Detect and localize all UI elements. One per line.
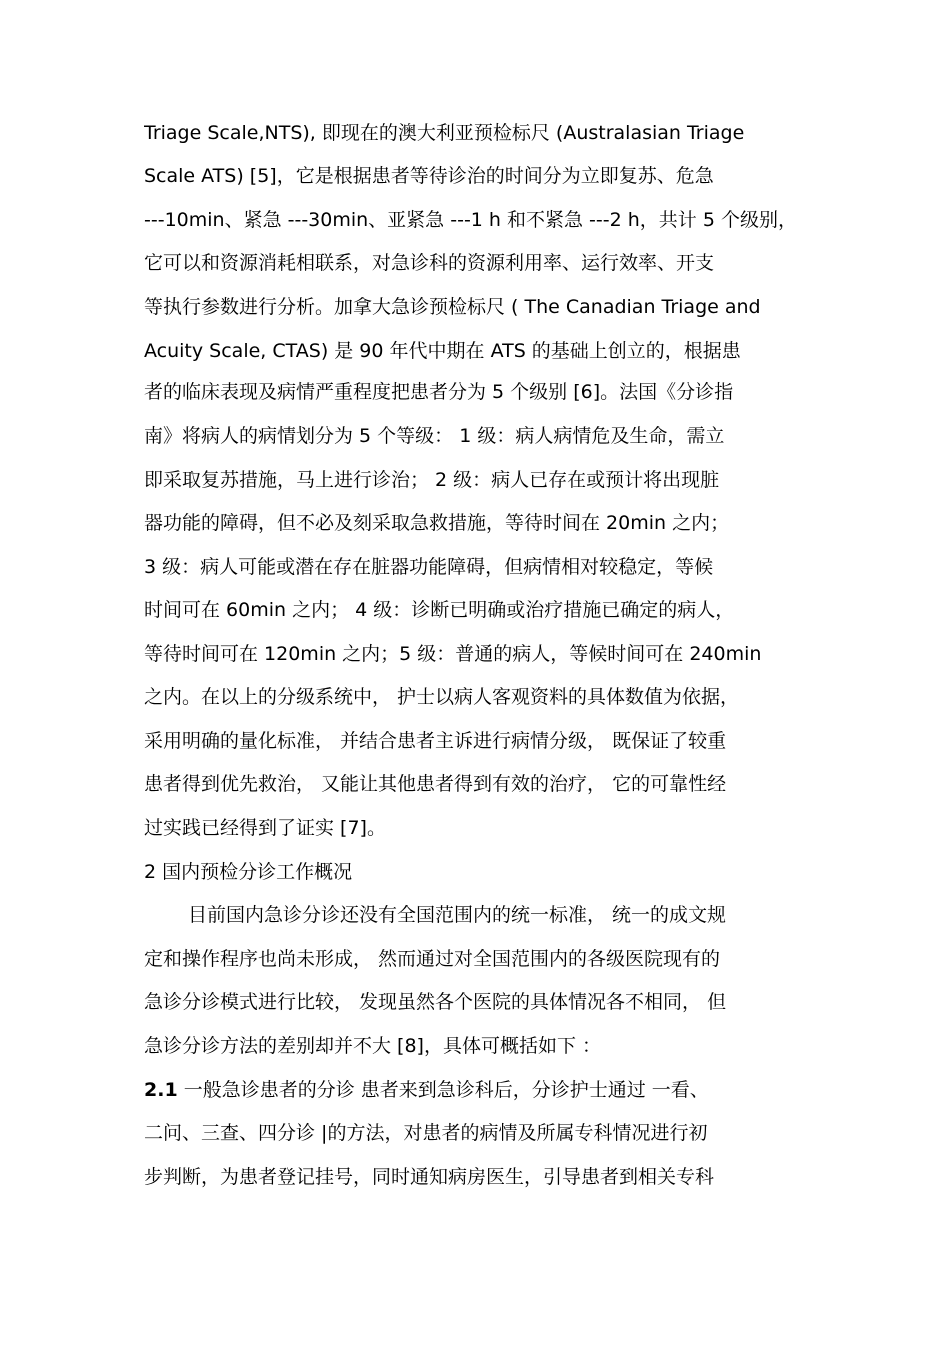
body-line-13: 等待时间可在 120min 之内；5 级：普通的病人，等候时间可在 240min [144, 643, 762, 665]
body-line-15: 采用明确的量化标准， 并结合患者主诉进行病情分级， 既保证了较重 [144, 730, 727, 752]
body-line-3: ---10min、紧急 ---30min、亚紧急 ---1 h 和不紧急 ---2 h，共计 5 个级别， [144, 209, 797, 231]
para3-line-2: 步判断，为患者登记挂号，同时通知病房医生，引导患者到相关专科 [144, 1166, 715, 1188]
body-line-12: 时间可在 60min 之内； 4 级：诊断已明确或治疗措施已确定的病人， [144, 599, 735, 621]
body-line-5: 等执行参数进行分析。加拿大急诊预检标尺 ( The Canadian Triage and [144, 296, 761, 318]
subsection-number: 2.1 [144, 1079, 178, 1101]
subsection-text: 一般急诊患者的分诊 患者来到急诊科后，分诊护士通过 一看、 [177, 1079, 709, 1101]
body-line-11: 3 级：病人可能或潜在存在脏器功能障碍，但病情相对较稳定，等候 [144, 556, 714, 578]
para3-line-1: 二问、三查、四分诊 |的方法，对患者的病情及所属专科情况进行初 [144, 1122, 708, 1144]
body-line-17: 过实践已经得到了证实 [7]。 [144, 817, 386, 839]
body-line-7: 者的临床表现及病情严重程度把患者分为 5 个级别 [6]。法国《分诊指 [144, 381, 734, 403]
body-line-4: 它可以和资源消耗相联系，对急诊科的资源利用率、运行效率、开支 [144, 252, 715, 274]
body-line-16: 患者得到优先救治， 又能让其他患者得到有效的治疗， 它的可靠性经 [144, 773, 727, 795]
body-line-8: 南》将病人的病情划分为 5 个等级： 1 级：病人病情危及生命，需立 [144, 425, 725, 447]
para2-line-1: 目前国内急诊分诊还没有全国范围内的统一标准， 统一的成文规 [188, 904, 727, 926]
body-line-14: 之内。在以上的分级系统中， 护士以病人客观资料的具体数值为依据， [144, 686, 740, 708]
body-line-6: Acuity Scale, CTAS) 是 90 年代中期在 ATS 的基础上创立的，根据患 [144, 340, 741, 362]
para2-line-3: 急诊分诊模式进行比较， 发现虽然各个医院的具体情况各不相同， 但 [144, 991, 727, 1013]
body-line-9: 即采取复苏措施，马上进行诊治； 2 级：病人已存在或预计将出现脏 [144, 469, 720, 491]
para2-line-4: 急诊分诊方法的差别却并不大 [8]，具体可概括如下 ： [144, 1035, 601, 1057]
body-line-1: Triage Scale,NTS), 即现在的澳大利亚预检标尺 (Australasian Triage [144, 122, 745, 144]
body-line-2: Scale ATS) [5]，它是根据患者等待诊治的时间分为立即复苏、危急 [144, 165, 714, 187]
para2-line-2: 定和操作程序也尚未形成， 然而通过对全国范围内的各级医院现有的 [144, 948, 721, 970]
section-heading-2: 2 国内预检分诊工作概况 [144, 861, 353, 883]
body-line-10: 器功能的障碍，但不必及刻采取急救措施，等待时间在 20min 之内； [144, 512, 730, 534]
subsection-2-1-line [144, 1077, 824, 1103]
